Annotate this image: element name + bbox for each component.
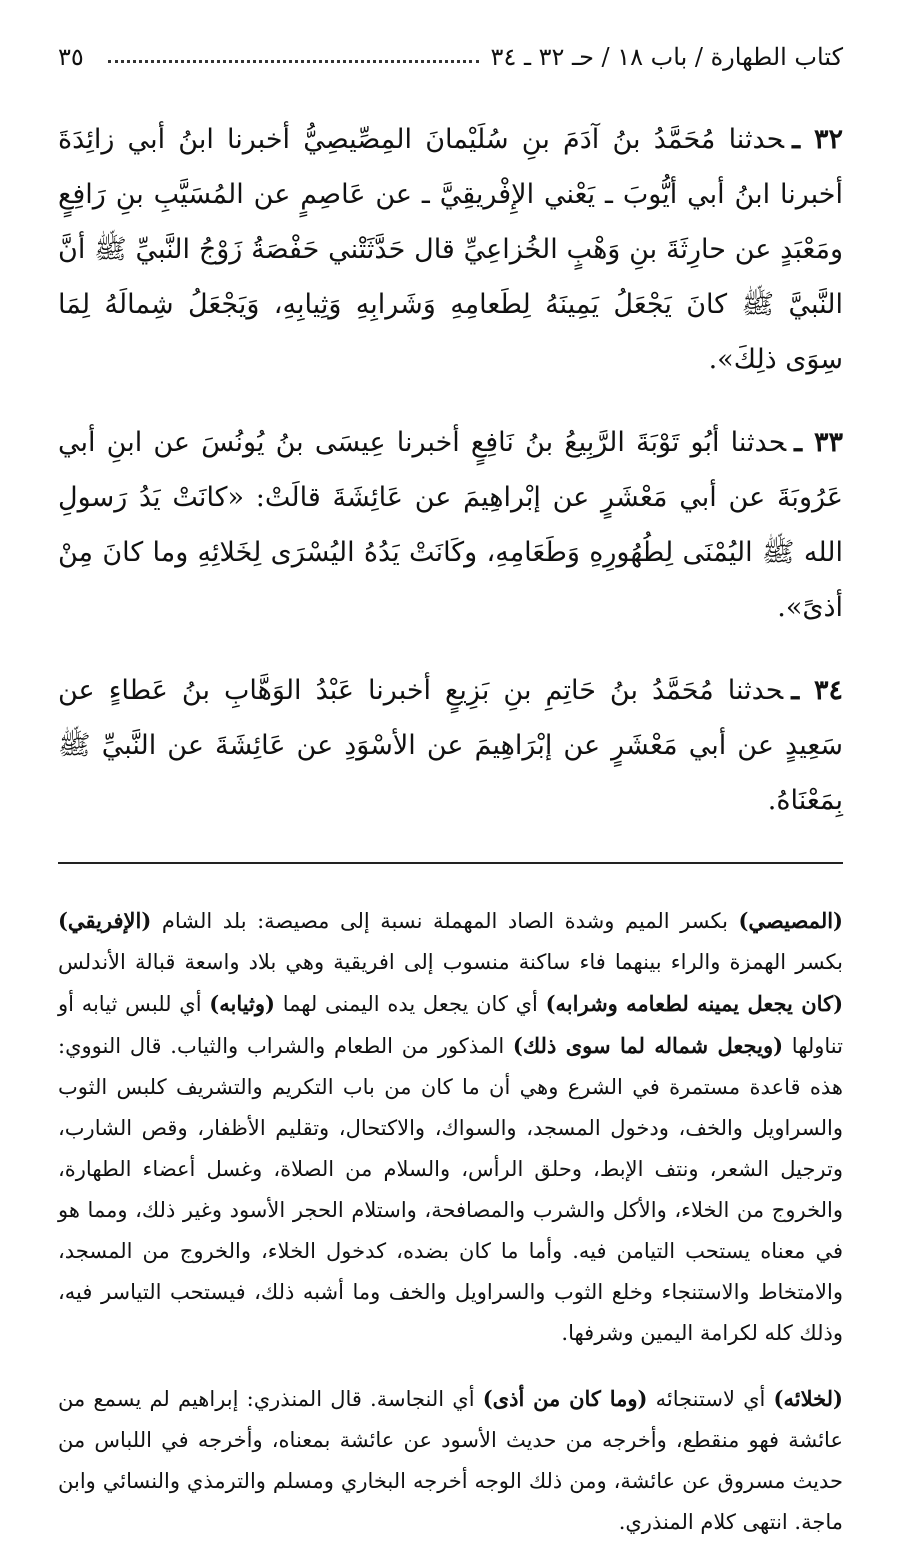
commentary-term: (كان يجعل يمينه لطعامه وشرابه) bbox=[545, 991, 844, 1016]
book-page bbox=[58, 28, 844, 1534]
commentary-text: أي النجاسة. قال المنذري: إبراهيم لم يسمع من عائشة فهو منقطع، وأخرجه من حديث الأسود عن عائشة بمعناه، وأخرجه في اللباس من حديث مسروق عن عائشة، ومن ذلك الوجه أخرجه البخاري ومسلم والترمذي والنسائي وابن ماجة. انتهى كلام المنذري. bbox=[58, 1387, 843, 1534]
hadith-34 bbox=[58, 663, 843, 828]
commentary-term: (لخلائه) bbox=[773, 1386, 843, 1411]
commentary-section bbox=[58, 900, 843, 1543]
commentary-text: المذكور من الطعام والشراب والثياب. قال النووي: هذه قاعدة مستمرة في الشرع وهي أن ما كان من باب التكريم والتشريف كلبس الثوب والسراويل والخف، ودخول المسجد، والسواك، والاكتحال، وتقليم الأظفار، وقص الشارب، وترجيل الشعر، ونتف الإبط، وحلق الرأس، والسلام من الصلاة، وغسل أعضاء الطهارة، والخروج من الخلاء، والأكل والشرب والمصافحة، واستلام الحجر الأسود وغير ذلك، ومما هو في معناه يستحب التيامن فيه. وأما ما كان بضده، كدخول الخلاء، والخروج من المسجد، والامتخاط والاستنجاء وخلع الثوب والسراويل والخف وما أشبه ذلك، فيستحب التياسر فيه، وذلك كله لكرامة اليمين وشرفها. bbox=[58, 1034, 843, 1345]
hadith-number-33: ٣٣ ـ bbox=[794, 427, 843, 458]
footnote-divider bbox=[58, 862, 843, 864]
commentary-term: (الإفريقي) bbox=[58, 908, 152, 933]
commentary-text: أي للبس ثيابه أو تناولها bbox=[58, 992, 843, 1058]
commentary-term: (وما كان من أذى) bbox=[482, 1386, 648, 1411]
hadith-text-32: حدثنا مُحَمَّدُ بنُ آدَمَ بنِ سُلَيْمانَ المِصِّيصِيُّ أخبرنا ابنُ أبي زائِدَةَ أخبرنا ابنُ أبي أيُّوبَ ـ يَعْني الإِفْريقِيَّ ـ عن عَاصِمٍ عن المُسَيَّبِ بنِ رَافِعٍ ومَعْبَدٍ عن حارِثَةَ بنِ وَهْبٍ الخُزاعِيِّ قال حَدَّثَتْني حَفْصَةُ زَوْجُ النَّبيِّ ﷺ أنَّ النَّبيَّ ﷺ كانَ يَجْعَلُ يَمِينَهُ لِطَعامِهِ وَشَرابِهِ وَثِيابِهِ، وَيَجْعَلُ شِمالَهُ لِمَا سِوَى ذلِكَ». bbox=[58, 124, 843, 375]
hadith-text-33: حدثنا أبُو تَوْبَةَ الرَّبِيعُ بنُ نَافِعٍ أخبرنا عِيسَى بنُ يُونُسَ عن ابنِ أبي عَرُوبَةَ عن أبي مَعْشَرٍ عن إبْراهِيمَ عن عَائِشَةَ قالَتْ: «كانَتْ يَدُ رَسولِ الله ﷺ اليُمْنَى لِطُهُورِهِ وَطَعَامِهِ، وكَانَتْ يَدُهُ اليُسْرَى لِخَلائِهِ وما كانَ مِنْ أذىً». bbox=[58, 427, 843, 623]
header-dotted-leader bbox=[108, 59, 479, 63]
commentary-term: (ويجعل شماله لما سوى ذلك) bbox=[512, 1033, 784, 1058]
commentary-note-2 bbox=[58, 1378, 843, 1543]
hadith-text-34: حدثنا مُحَمَّدُ بنُ حَاتِمِ بنِ بَزِيعٍ أخبرنا عَبْدُ الوَهَّابِ بنُ عَطاءٍ عن سَعِيدٍ عن أبي مَعْشَرٍ عن إبْرَاهِيمَ عن الأسْوَدِ عن عَائِشَةَ عن النَّبيِّ ﷺ بِمَعْنَاهُ. bbox=[58, 675, 843, 816]
commentary-text: بكسر الميم وشدة الصاد المهملة نسبة إلى مصيصة: بلد الشام bbox=[151, 909, 739, 933]
commentary-term: (المصيصي) bbox=[738, 908, 843, 933]
hadith-33 bbox=[58, 415, 843, 635]
running-header bbox=[58, 28, 843, 86]
commentary-note-1 bbox=[58, 900, 843, 1354]
commentary-text: أي لاستنجائه bbox=[647, 1387, 774, 1411]
commentary-text: بكسر الهمزة والراء بينهما فاء ساكنة منسوب إلى افريقية وهي بلاد واسعة قبالة الأندلس bbox=[58, 950, 843, 974]
commentary-term: (وثيابه) bbox=[209, 991, 275, 1016]
hadith-text-section bbox=[58, 112, 843, 828]
page-number: ٣٥ bbox=[58, 43, 84, 71]
commentary-text: أي كان يجعل يده اليمنى لهما bbox=[274, 992, 546, 1016]
chapter-heading: كتاب الطهارة / باب ١٨ / حـ ٣٢ ـ ٣٤ bbox=[490, 43, 843, 71]
hadith-number-32: ٣٢ ـ bbox=[792, 124, 843, 155]
hadith-32 bbox=[58, 112, 843, 387]
hadith-number-34: ٣٤ ـ bbox=[791, 675, 843, 706]
